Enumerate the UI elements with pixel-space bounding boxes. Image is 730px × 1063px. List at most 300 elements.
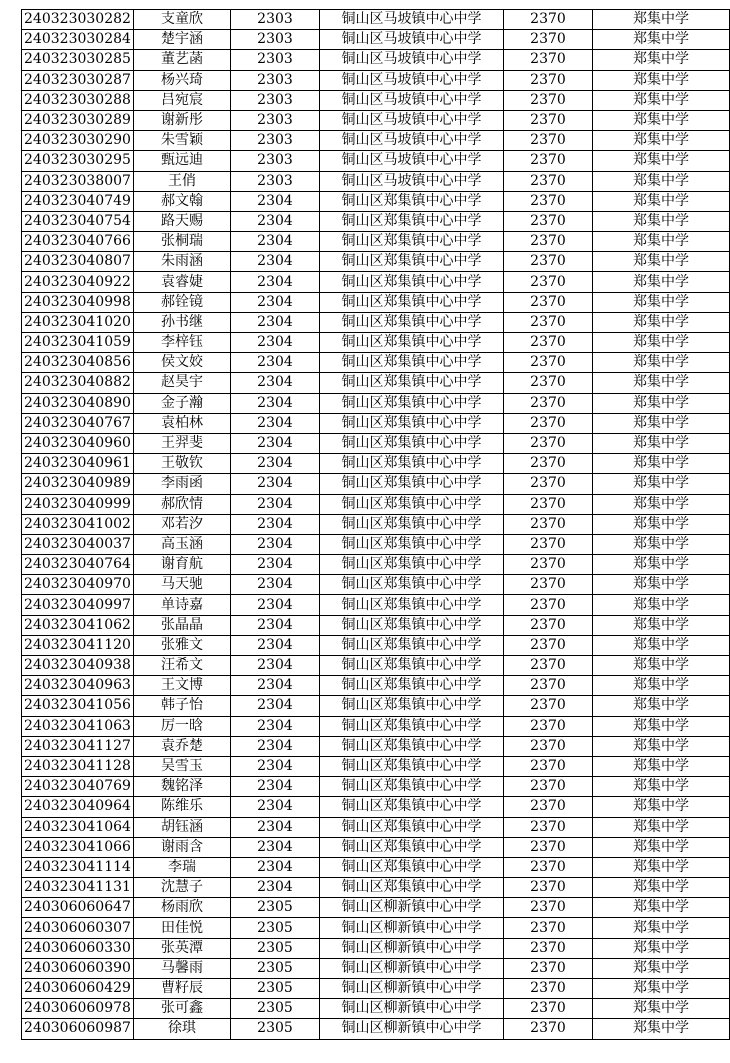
exam-id-cell: 240323040890 <box>22 393 134 413</box>
school-code-cell: 2304 <box>231 696 320 716</box>
graduating-school-cell: 铜山区马坡镇中心中学 <box>320 171 504 191</box>
school-code-cell: 2305 <box>231 918 320 938</box>
exam-id-cell: 240323040764 <box>22 555 134 575</box>
admitted-school-cell: 郑集中学 <box>593 373 730 393</box>
admitted-school-cell: 郑集中学 <box>593 979 730 999</box>
admission-code-cell: 2370 <box>504 595 593 615</box>
student-name-cell: 李雨函 <box>134 474 231 494</box>
admission-code-cell: 2370 <box>504 413 593 433</box>
school-code-cell: 2304 <box>231 595 320 615</box>
admission-code-cell: 2370 <box>504 716 593 736</box>
table-row <box>22 777 730 797</box>
school-code-cell: 2304 <box>231 211 320 231</box>
exam-id-cell: 240323030289 <box>22 110 134 130</box>
student-name-cell: 张英潭 <box>134 938 231 958</box>
student-name-cell: 张可鑫 <box>134 999 231 1019</box>
exam-id-cell: 240306060330 <box>22 938 134 958</box>
admission-code-cell: 2370 <box>504 454 593 474</box>
school-code-cell: 2303 <box>231 171 320 191</box>
admission-code-cell: 2370 <box>504 555 593 575</box>
school-code-cell: 2304 <box>231 191 320 211</box>
admission-code-cell: 2370 <box>504 474 593 494</box>
graduating-school-cell: 铜山区郑集镇中心中学 <box>320 312 504 332</box>
admission-code-cell: 2370 <box>504 70 593 90</box>
school-code-cell: 2305 <box>231 898 320 918</box>
exam-id-cell: 240323040963 <box>22 676 134 696</box>
admission-code-cell: 2370 <box>504 999 593 1019</box>
exam-id-cell: 240306060987 <box>22 1019 134 1039</box>
admitted-school-cell: 郑集中学 <box>593 50 730 70</box>
exam-id-cell: 240323040754 <box>22 211 134 231</box>
table-row <box>22 272 730 292</box>
school-code-cell: 2304 <box>231 716 320 736</box>
admission-code-cell: 2370 <box>504 131 593 151</box>
graduating-school-cell: 铜山区柳新镇中心中学 <box>320 918 504 938</box>
graduating-school-cell: 铜山区郑集镇中心中学 <box>320 454 504 474</box>
admitted-school-cell: 郑集中学 <box>593 30 730 50</box>
table-row <box>22 50 730 70</box>
school-code-cell: 2305 <box>231 958 320 978</box>
student-name-cell: 王敬钦 <box>134 454 231 474</box>
admission-code-cell: 2370 <box>504 393 593 413</box>
table-row <box>22 333 730 353</box>
school-code-cell: 2304 <box>231 777 320 797</box>
exam-id-cell: 240323040938 <box>22 656 134 676</box>
school-code-cell: 2304 <box>231 534 320 554</box>
graduating-school-cell: 铜山区郑集镇中心中学 <box>320 191 504 211</box>
graduating-school-cell: 铜山区郑集镇中心中学 <box>320 797 504 817</box>
exam-id-cell: 240323041128 <box>22 756 134 776</box>
table-row <box>22 736 730 756</box>
table-row <box>22 716 730 736</box>
exam-id-cell: 240306060429 <box>22 979 134 999</box>
admission-code-cell: 2370 <box>504 615 593 635</box>
admitted-school-cell: 郑集中学 <box>593 171 730 191</box>
table-row <box>22 10 730 30</box>
student-name-cell: 厉一晗 <box>134 716 231 736</box>
student-name-cell: 马天驰 <box>134 575 231 595</box>
student-name-cell: 沈慧子 <box>134 878 231 898</box>
student-name-cell: 单诗嘉 <box>134 595 231 615</box>
admission-code-cell: 2370 <box>504 333 593 353</box>
school-code-cell: 2304 <box>231 837 320 857</box>
admitted-school-cell: 郑集中学 <box>593 595 730 615</box>
exam-id-cell: 240323041120 <box>22 635 134 655</box>
school-code-cell: 2304 <box>231 736 320 756</box>
admitted-school-cell: 郑集中学 <box>593 70 730 90</box>
school-code-cell: 2303 <box>231 50 320 70</box>
student-name-cell: 汪希文 <box>134 656 231 676</box>
graduating-school-cell: 铜山区马坡镇中心中学 <box>320 131 504 151</box>
admission-code-cell: 2370 <box>504 958 593 978</box>
admission-code-cell: 2370 <box>504 979 593 999</box>
graduating-school-cell: 铜山区柳新镇中心中学 <box>320 979 504 999</box>
table-row <box>22 433 730 453</box>
exam-id-cell: 240323040970 <box>22 575 134 595</box>
school-code-cell: 2305 <box>231 979 320 999</box>
school-code-cell: 2304 <box>231 292 320 312</box>
student-name-cell: 董艺菡 <box>134 50 231 70</box>
admitted-school-cell: 郑集中学 <box>593 716 730 736</box>
student-name-cell: 楚宇涵 <box>134 30 231 50</box>
graduating-school-cell: 铜山区马坡镇中心中学 <box>320 90 504 110</box>
school-code-cell: 2304 <box>231 797 320 817</box>
table-row <box>22 30 730 50</box>
admission-code-cell: 2370 <box>504 494 593 514</box>
admitted-school-cell: 郑集中学 <box>593 353 730 373</box>
admission-code-cell: 2370 <box>504 50 593 70</box>
student-name-cell: 吕宛宸 <box>134 90 231 110</box>
school-code-cell: 2304 <box>231 635 320 655</box>
exam-id-cell: 240323030287 <box>22 70 134 90</box>
graduating-school-cell: 铜山区郑集镇中心中学 <box>320 433 504 453</box>
student-name-cell: 袁乔楚 <box>134 736 231 756</box>
admitted-school-cell: 郑集中学 <box>593 1019 730 1039</box>
admission-code-cell: 2370 <box>504 151 593 171</box>
graduating-school-cell: 铜山区马坡镇中心中学 <box>320 10 504 30</box>
table-row <box>22 413 730 433</box>
admission-code-cell: 2370 <box>504 10 593 30</box>
student-name-cell: 马馨雨 <box>134 958 231 978</box>
table-row <box>22 979 730 999</box>
admitted-school-cell: 郑集中学 <box>593 90 730 110</box>
school-code-cell: 2304 <box>231 393 320 413</box>
graduating-school-cell: 铜山区郑集镇中心中学 <box>320 494 504 514</box>
exam-id-cell: 240323041059 <box>22 333 134 353</box>
student-name-cell: 郝欣情 <box>134 494 231 514</box>
graduating-school-cell: 铜山区郑集镇中心中学 <box>320 252 504 272</box>
school-code-cell: 2304 <box>231 373 320 393</box>
school-code-cell: 2303 <box>231 70 320 90</box>
table-row <box>22 393 730 413</box>
admission-code-cell: 2370 <box>504 90 593 110</box>
admitted-school-cell: 郑集中学 <box>593 494 730 514</box>
table-row <box>22 474 730 494</box>
exam-id-cell: 240323040769 <box>22 777 134 797</box>
admitted-school-cell: 郑集中学 <box>593 151 730 171</box>
graduating-school-cell: 铜山区郑集镇中心中学 <box>320 615 504 635</box>
graduating-school-cell: 铜山区马坡镇中心中学 <box>320 50 504 70</box>
admitted-school-cell: 郑集中学 <box>593 232 730 252</box>
admitted-school-cell: 郑集中学 <box>593 575 730 595</box>
exam-id-cell: 240323030295 <box>22 151 134 171</box>
table-row <box>22 90 730 110</box>
admitted-school-cell: 郑集中学 <box>593 857 730 877</box>
exam-id-cell: 240323030285 <box>22 50 134 70</box>
exam-id-cell: 240323040998 <box>22 292 134 312</box>
exam-id-cell: 240323040922 <box>22 272 134 292</box>
school-code-cell: 2303 <box>231 10 320 30</box>
graduating-school-cell: 铜山区郑集镇中心中学 <box>320 333 504 353</box>
table-row <box>22 151 730 171</box>
admission-code-cell: 2370 <box>504 817 593 837</box>
admitted-school-cell: 郑集中学 <box>593 272 730 292</box>
exam-id-cell: 240323040037 <box>22 534 134 554</box>
table-row <box>22 171 730 191</box>
table-row <box>22 110 730 130</box>
student-name-cell: 李梓钰 <box>134 333 231 353</box>
graduating-school-cell: 铜山区郑集镇中心中学 <box>320 696 504 716</box>
student-name-cell: 袁柏林 <box>134 413 231 433</box>
school-code-cell: 2305 <box>231 938 320 958</box>
admission-code-cell: 2370 <box>504 777 593 797</box>
admission-code-cell: 2370 <box>504 232 593 252</box>
student-name-cell: 杨兴琦 <box>134 70 231 90</box>
student-name-cell: 谢新彤 <box>134 110 231 130</box>
exam-id-cell: 240323040882 <box>22 373 134 393</box>
student-name-cell: 韩子怡 <box>134 696 231 716</box>
exam-id-cell: 240323030288 <box>22 90 134 110</box>
table-row <box>22 958 730 978</box>
exam-id-cell: 240323041066 <box>22 837 134 857</box>
school-code-cell: 2304 <box>231 333 320 353</box>
exam-id-cell: 240323040997 <box>22 595 134 615</box>
student-name-cell: 陈维乐 <box>134 797 231 817</box>
graduating-school-cell: 铜山区郑集镇中心中学 <box>320 595 504 615</box>
exam-id-cell: 240323040767 <box>22 413 134 433</box>
admission-code-cell: 2370 <box>504 252 593 272</box>
student-name-cell: 李瑞 <box>134 857 231 877</box>
exam-id-cell: 240323041127 <box>22 736 134 756</box>
table-row <box>22 676 730 696</box>
exam-id-cell: 240323040960 <box>22 433 134 453</box>
table-row <box>22 938 730 958</box>
admission-code-cell: 2370 <box>504 433 593 453</box>
table-row <box>22 999 730 1019</box>
table-row <box>22 211 730 231</box>
school-code-cell: 2304 <box>231 474 320 494</box>
table-row <box>22 635 730 655</box>
student-name-cell: 路天赐 <box>134 211 231 231</box>
admission-code-cell: 2370 <box>504 575 593 595</box>
admitted-school-cell: 郑集中学 <box>593 615 730 635</box>
admission-code-cell: 2370 <box>504 635 593 655</box>
admission-code-cell: 2370 <box>504 211 593 231</box>
table-row <box>22 534 730 554</box>
school-code-cell: 2303 <box>231 151 320 171</box>
admission-code-cell: 2370 <box>504 534 593 554</box>
school-code-cell: 2304 <box>231 252 320 272</box>
graduating-school-cell: 铜山区郑集镇中心中学 <box>320 232 504 252</box>
graduating-school-cell: 铜山区郑集镇中心中学 <box>320 777 504 797</box>
table-row <box>22 656 730 676</box>
table-body <box>22 10 730 1040</box>
admitted-school-cell: 郑集中学 <box>593 777 730 797</box>
exam-id-cell: 240306060307 <box>22 918 134 938</box>
student-name-cell: 支童欣 <box>134 10 231 30</box>
admitted-school-cell: 郑集中学 <box>593 696 730 716</box>
admitted-school-cell: 郑集中学 <box>593 474 730 494</box>
admitted-school-cell: 郑集中学 <box>593 958 730 978</box>
school-code-cell: 2304 <box>231 555 320 575</box>
exam-id-cell: 240323040989 <box>22 474 134 494</box>
graduating-school-cell: 铜山区郑集镇中心中学 <box>320 353 504 373</box>
admission-code-cell: 2370 <box>504 272 593 292</box>
admission-code-cell: 2370 <box>504 30 593 50</box>
table-row <box>22 595 730 615</box>
school-code-cell: 2304 <box>231 575 320 595</box>
graduating-school-cell: 铜山区郑集镇中心中学 <box>320 635 504 655</box>
admission-code-cell: 2370 <box>504 797 593 817</box>
admitted-school-cell: 郑集中学 <box>593 938 730 958</box>
graduating-school-cell: 铜山区郑集镇中心中学 <box>320 393 504 413</box>
graduating-school-cell: 铜山区柳新镇中心中学 <box>320 898 504 918</box>
admission-code-cell: 2370 <box>504 696 593 716</box>
student-name-cell: 赵昊宇 <box>134 373 231 393</box>
admitted-school-cell: 郑集中学 <box>593 656 730 676</box>
graduating-school-cell: 铜山区郑集镇中心中学 <box>320 474 504 494</box>
exam-id-cell: 240323041114 <box>22 857 134 877</box>
admission-code-cell: 2370 <box>504 898 593 918</box>
graduating-school-cell: 铜山区郑集镇中心中学 <box>320 756 504 776</box>
exam-id-cell: 240323041062 <box>22 615 134 635</box>
admitted-school-cell: 郑集中学 <box>593 292 730 312</box>
admitted-school-cell: 郑集中学 <box>593 736 730 756</box>
school-code-cell: 2304 <box>231 454 320 474</box>
school-code-cell: 2304 <box>231 312 320 332</box>
graduating-school-cell: 铜山区马坡镇中心中学 <box>320 70 504 90</box>
exam-id-cell: 240323041020 <box>22 312 134 332</box>
table-row <box>22 918 730 938</box>
table-row <box>22 696 730 716</box>
graduating-school-cell: 铜山区郑集镇中心中学 <box>320 878 504 898</box>
graduating-school-cell: 铜山区郑集镇中心中学 <box>320 817 504 837</box>
graduating-school-cell: 铜山区马坡镇中心中学 <box>320 151 504 171</box>
admitted-school-cell: 郑集中学 <box>593 413 730 433</box>
graduating-school-cell: 铜山区郑集镇中心中学 <box>320 857 504 877</box>
exam-id-cell: 240323038007 <box>22 171 134 191</box>
admitted-school-cell: 郑集中学 <box>593 252 730 272</box>
admitted-school-cell: 郑集中学 <box>593 555 730 575</box>
exam-id-cell: 240306060978 <box>22 999 134 1019</box>
exam-id-cell: 240323040807 <box>22 252 134 272</box>
student-name-cell: 邓若汐 <box>134 514 231 534</box>
exam-id-cell: 240323040961 <box>22 454 134 474</box>
student-name-cell: 王羿斐 <box>134 433 231 453</box>
table-row <box>22 514 730 534</box>
student-name-cell: 胡钰涵 <box>134 817 231 837</box>
student-name-cell: 王文博 <box>134 676 231 696</box>
table-row <box>22 555 730 575</box>
admission-table <box>21 9 730 1040</box>
exam-id-cell: 240323030284 <box>22 30 134 50</box>
school-code-cell: 2304 <box>231 676 320 696</box>
admission-code-cell: 2370 <box>504 656 593 676</box>
school-code-cell: 2303 <box>231 131 320 151</box>
student-name-cell: 杨雨欣 <box>134 898 231 918</box>
admitted-school-cell: 郑集中学 <box>593 312 730 332</box>
admission-code-cell: 2370 <box>504 292 593 312</box>
exam-id-cell: 240323030282 <box>22 10 134 30</box>
graduating-school-cell: 铜山区柳新镇中心中学 <box>320 938 504 958</box>
school-code-cell: 2305 <box>231 999 320 1019</box>
table-row <box>22 353 730 373</box>
admitted-school-cell: 郑集中学 <box>593 817 730 837</box>
graduating-school-cell: 铜山区郑集镇中心中学 <box>320 272 504 292</box>
admitted-school-cell: 郑集中学 <box>593 191 730 211</box>
graduating-school-cell: 铜山区郑集镇中心中学 <box>320 656 504 676</box>
graduating-school-cell: 铜山区柳新镇中心中学 <box>320 999 504 1019</box>
exam-id-cell: 240323041063 <box>22 716 134 736</box>
table-row <box>22 373 730 393</box>
student-name-cell: 金子瀚 <box>134 393 231 413</box>
school-code-cell: 2304 <box>231 413 320 433</box>
graduating-school-cell: 铜山区郑集镇中心中学 <box>320 676 504 696</box>
admitted-school-cell: 郑集中学 <box>593 878 730 898</box>
school-code-cell: 2305 <box>231 1019 320 1039</box>
admitted-school-cell: 郑集中学 <box>593 393 730 413</box>
student-name-cell: 袁睿婕 <box>134 272 231 292</box>
school-code-cell: 2304 <box>231 656 320 676</box>
admitted-school-cell: 郑集中学 <box>593 534 730 554</box>
school-code-cell: 2304 <box>231 514 320 534</box>
table-row <box>22 252 730 272</box>
exam-id-cell: 240306060647 <box>22 898 134 918</box>
admission-list-sheet <box>21 9 730 1040</box>
admission-code-cell: 2370 <box>504 837 593 857</box>
student-name-cell: 朱雪颖 <box>134 131 231 151</box>
school-code-cell: 2304 <box>231 857 320 877</box>
admitted-school-cell: 郑集中学 <box>593 898 730 918</box>
admitted-school-cell: 郑集中学 <box>593 10 730 30</box>
table-row <box>22 131 730 151</box>
student-name-cell: 王俏 <box>134 171 231 191</box>
table-row <box>22 292 730 312</box>
admitted-school-cell: 郑集中学 <box>593 635 730 655</box>
admitted-school-cell: 郑集中学 <box>593 756 730 776</box>
admitted-school-cell: 郑集中学 <box>593 797 730 817</box>
table-row <box>22 1019 730 1039</box>
table-row <box>22 817 730 837</box>
student-name-cell: 曹籽辰 <box>134 979 231 999</box>
school-code-cell: 2304 <box>231 494 320 514</box>
admitted-school-cell: 郑集中学 <box>593 333 730 353</box>
table-row <box>22 494 730 514</box>
admission-code-cell: 2370 <box>504 878 593 898</box>
student-name-cell: 甄远迪 <box>134 151 231 171</box>
admission-code-cell: 2370 <box>504 857 593 877</box>
table-row <box>22 575 730 595</box>
school-code-cell: 2304 <box>231 615 320 635</box>
graduating-school-cell: 铜山区郑集镇中心中学 <box>320 292 504 312</box>
graduating-school-cell: 铜山区郑集镇中心中学 <box>320 837 504 857</box>
student-name-cell: 吴雪玉 <box>134 756 231 776</box>
table-row <box>22 898 730 918</box>
student-name-cell: 孙书继 <box>134 312 231 332</box>
exam-id-cell: 240323041131 <box>22 878 134 898</box>
admitted-school-cell: 郑集中学 <box>593 837 730 857</box>
table-row <box>22 615 730 635</box>
student-name-cell: 朱雨涵 <box>134 252 231 272</box>
student-name-cell: 谢雨含 <box>134 837 231 857</box>
admitted-school-cell: 郑集中学 <box>593 918 730 938</box>
school-code-cell: 2303 <box>231 110 320 130</box>
student-name-cell: 谢育航 <box>134 555 231 575</box>
graduating-school-cell: 铜山区郑集镇中心中学 <box>320 534 504 554</box>
admission-code-cell: 2370 <box>504 736 593 756</box>
student-name-cell: 魏铭泽 <box>134 777 231 797</box>
table-row <box>22 454 730 474</box>
graduating-school-cell: 铜山区马坡镇中心中学 <box>320 30 504 50</box>
school-code-cell: 2304 <box>231 272 320 292</box>
admitted-school-cell: 郑集中学 <box>593 110 730 130</box>
student-name-cell: 张桐瑞 <box>134 232 231 252</box>
graduating-school-cell: 铜山区郑集镇中心中学 <box>320 373 504 393</box>
admitted-school-cell: 郑集中学 <box>593 454 730 474</box>
table-row <box>22 857 730 877</box>
admission-code-cell: 2370 <box>504 676 593 696</box>
graduating-school-cell: 铜山区郑集镇中心中学 <box>320 736 504 756</box>
